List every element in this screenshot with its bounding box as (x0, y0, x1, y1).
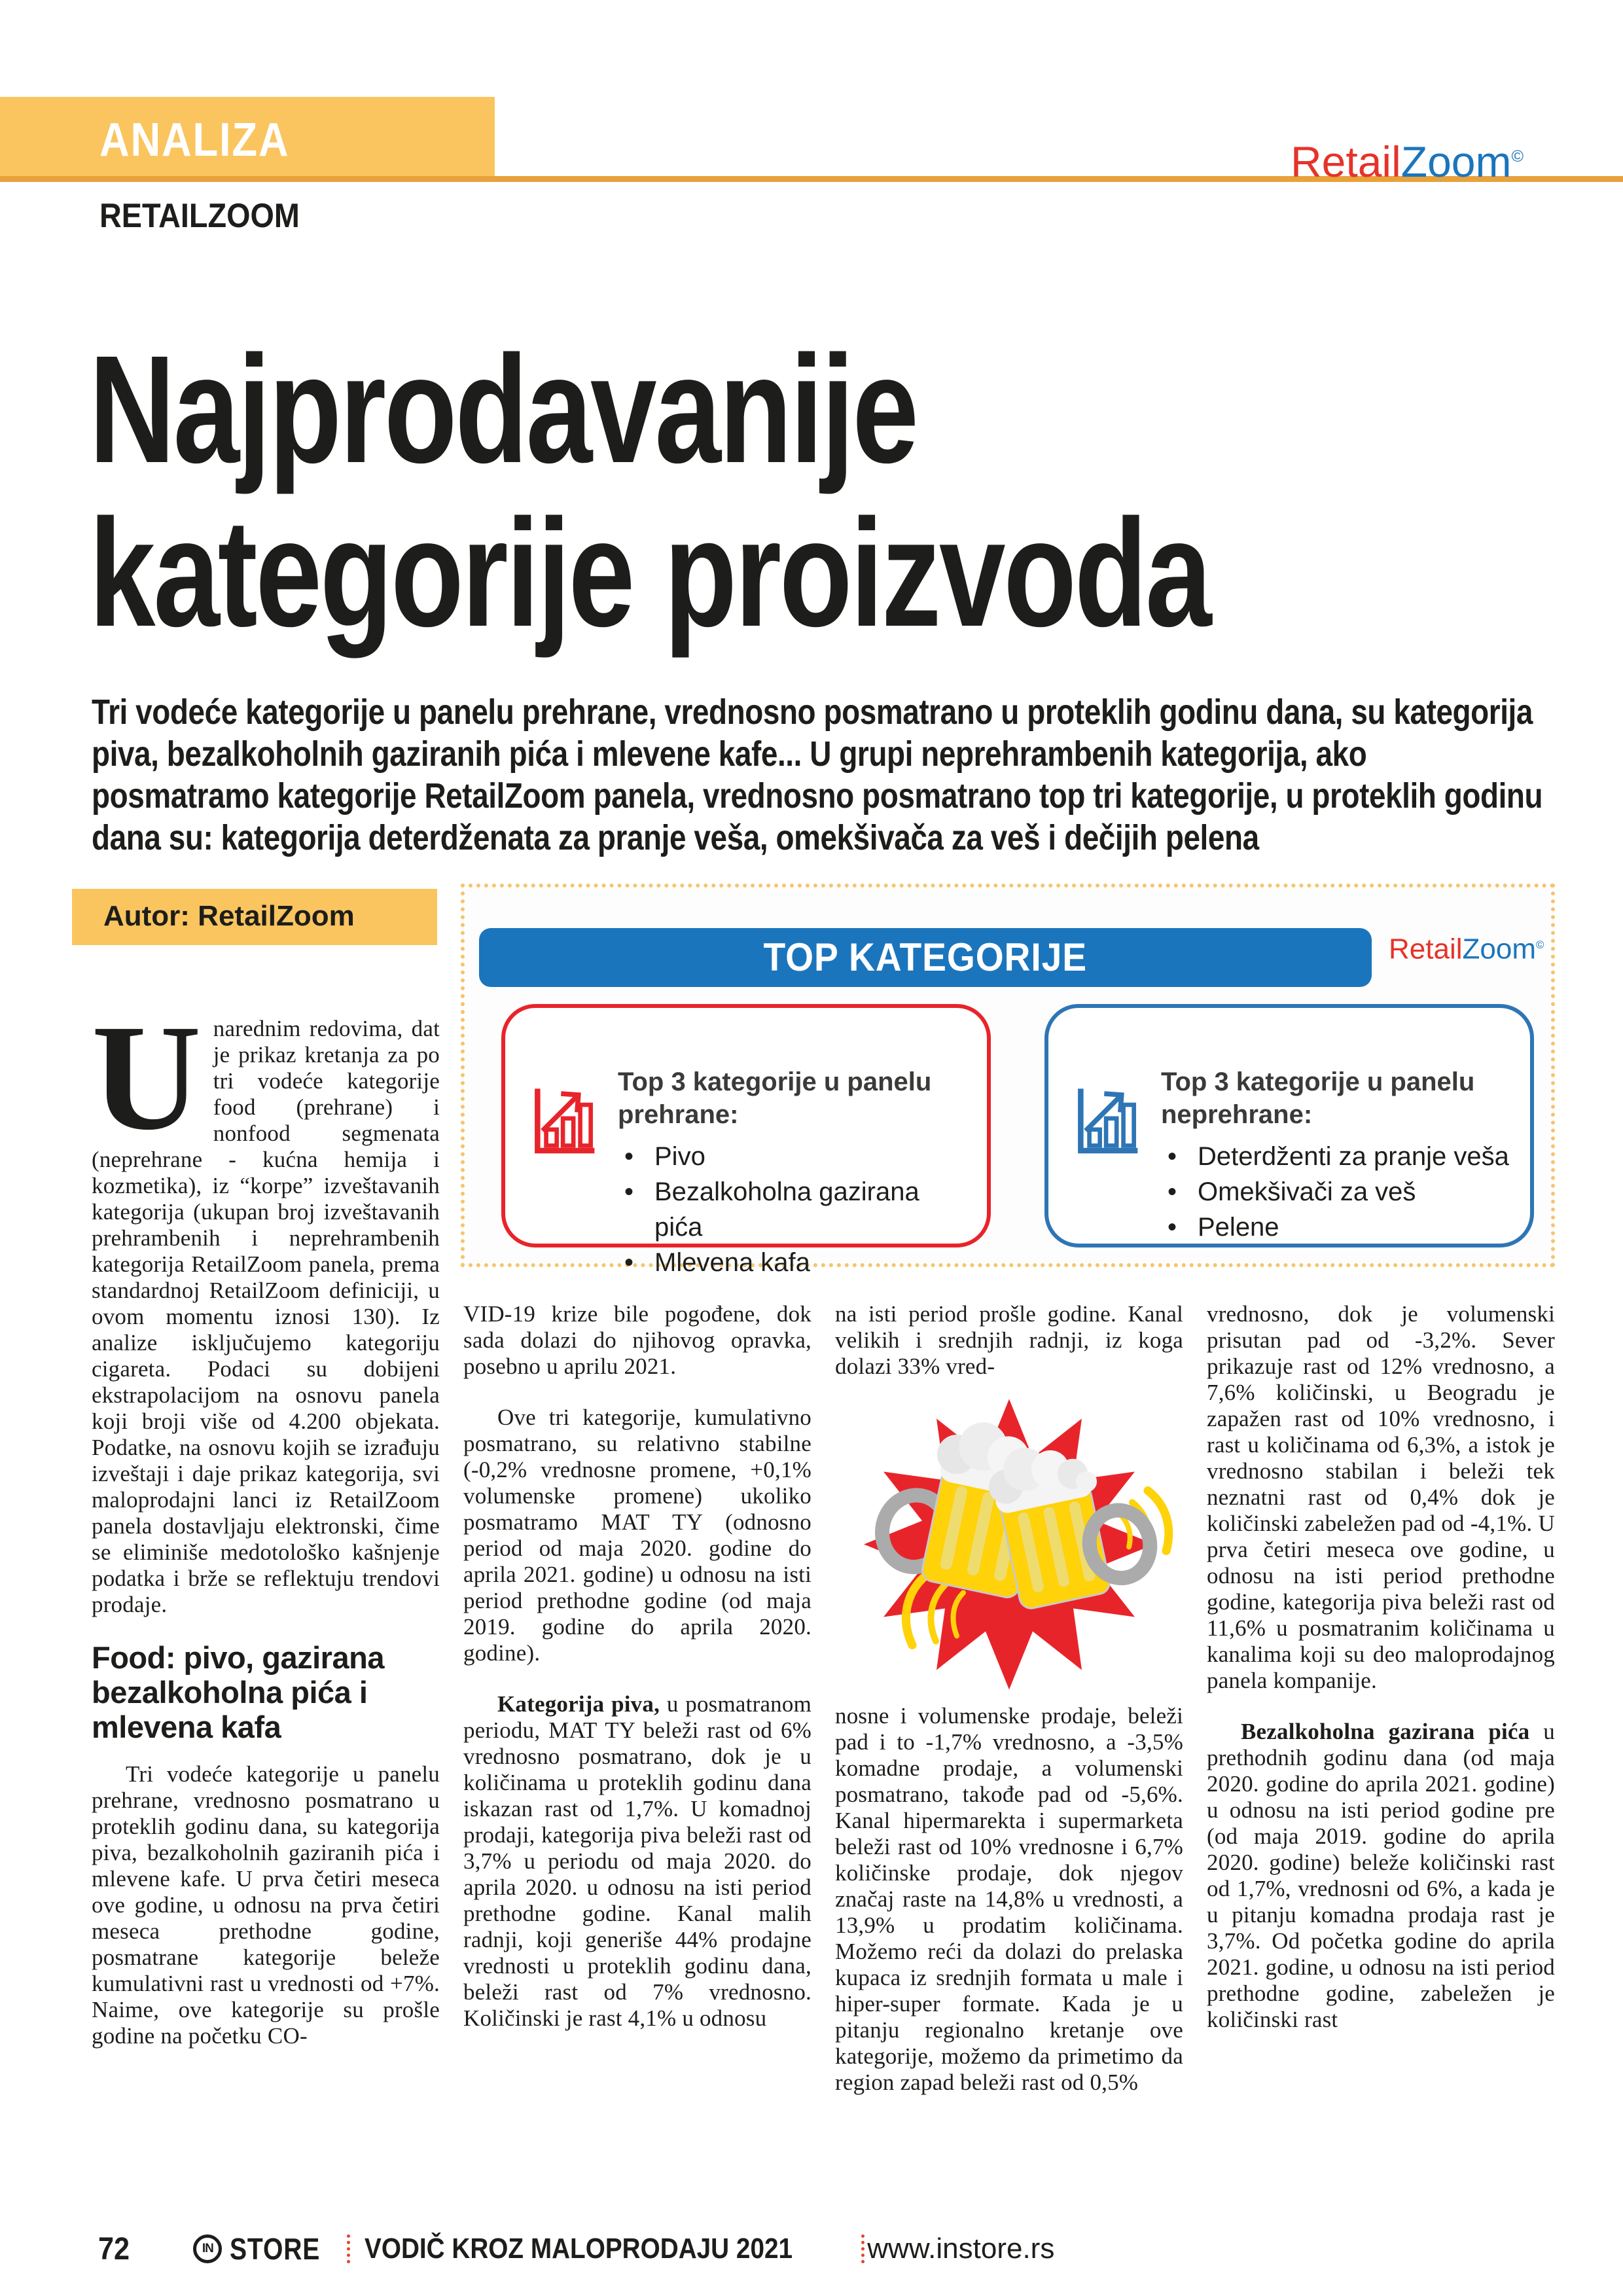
page-number: 72 (98, 2231, 130, 2267)
list-item: • Deterdženti za pranje veša (1161, 1139, 1516, 1174)
retailzoom-logo (1291, 135, 1524, 186)
kicker-banner (0, 97, 495, 182)
infobox-retailzoom-logo (1389, 931, 1544, 964)
paragraph: Kategorija piva, u posmatranom periodu, MAT TY beleži rast od 6% vrednosno posmatrano, dok je u količinama u proteklih godinu dana iskazan rast od 1,7%. U komadnoj prodaji, kategorija piva beleži rast od 3,7% u periodu od maja 2020. do aprila 2020. u odnosu na isti period prethodne godine. Kanal malih radnji, koji generiše 44% prodajne vrednosti u proteklih godinu dana, beleži rast od 7% vrednosno. Količinski je rast 4,1% u odnosu (463, 1691, 812, 2031)
list-item: • Bezalkoholna gazirana pića (618, 1174, 972, 1245)
paragraph: Ove tri kategorije, kumulativno posmatrano, su relativno stabilne (-0,2% vrednosne promene, +0,1% volumenske promene) ukoliko posmatramo MAT TY (odnosno period od maja 2020. godine do aprila 2021. godine) u odnosu na isti period prethodne godine (od maja 2019. godine do aprila 2020. godine). (463, 1405, 812, 1666)
in-circle-icon: IN (193, 2234, 222, 2263)
run-in-lead: Bezalkoholna gazirana pića (1241, 1719, 1530, 1744)
logo-retail: Retail (1389, 933, 1463, 965)
headline-line-1: Najprodavanije (89, 323, 917, 495)
article-column-3-bottom (835, 1703, 1183, 2217)
paragraph: na isti period prošle godine. Kanal velikih i srednjih radnji, iz koga dolazi 33% vred- (835, 1301, 1183, 1379)
copyright-mark: © (1511, 147, 1524, 166)
footer-site: www.instore.rs (867, 2233, 1055, 2265)
paragraph: Bezalkoholna gazirana pića u prethodnih godinu dana (od maja 2020. godine do aprila 2021. godine) u odnosu na isti period godine pre (od maja 2019. godine do aprila 2020. godine) beleže količinski rast od 1,7%, vrednosni od 6%, a kada je u pitanju komadna prodaja rast je 3,7%. Od početka godine do aprila 2021. godine, u odnosu na isti period prethodne godine, zabeležen je količinski rast (1207, 1719, 1555, 2032)
list-item: • Mlevena kafa (618, 1245, 972, 1280)
article-column-2 (463, 1301, 812, 2217)
top-categories-header (479, 928, 1372, 987)
author-box (72, 889, 437, 945)
panel-heading: Top 3 kategorije u panelu neprehrane: (1161, 1067, 1475, 1129)
headline (89, 323, 1526, 658)
footer-guide: VODIČ KROZ MALOPRODAJU 2021 (365, 2233, 793, 2265)
magazine-name: STORE (230, 2232, 321, 2266)
panel-heading: Top 3 kategorije u panelu prehrane: (618, 1067, 932, 1129)
beer-mugs-illustration (826, 1386, 1192, 1699)
article-column-4 (1207, 1301, 1555, 2217)
paragraph: Unarednim redovima, dat je prikaz kretanja za po tri vodeće kategorije food (prehrane) i nonfood segmenata (neprehrane - kućna hemija i kozmetika), iz “korpe” izveštavanih kategorija (ukupan broj izveštavanih prehrambenih i neprehrambenih kategorija RetailZoom panela, prema standardnoj RetailZoom definiciji, u ovom momentu iznosi 130). Iz analize isključujemo kategoriju cigareta. Podaci su dobijeni ekstrapolacijom na osnovu panela koji broji više od 4.200 objekata. Podatke, na osnovu kojih se izrađuju izveštaji i daje prikaz kategorija, svi maloprodajni lanci iz RetailZoom panela dostavljaju elektronski, čime se eliminiše medotološko kašnjenje podatka i brže se reflektuju trendovi prodaje. (92, 1016, 440, 1617)
standfirst: Tri vodeće kategorije u panelu prehrane, vrednosno posmatrano u proteklih godinu dana, su kategorija piva, bezalkoholnih gaziranih pića i mlevene kafe... U grupi neprehrambenih kategorija, ako posmatramo kategorije RetailZoom panela, vrednosno posmatrano top tri kategorije, u proteklih godinu dana su: kategorija deterdženata za pranje veša, omekšivača za veš i dečijih pelena (92, 692, 1543, 857)
growth-chart-icon (1073, 1085, 1141, 1158)
logo-zoom: Zoom (1400, 137, 1512, 186)
list-item: • Pivo (618, 1139, 972, 1174)
article-column-1 (92, 1016, 440, 2214)
section-label: RETAILZOOM (99, 197, 300, 235)
food-subheading: Food: pivo, gazirana bezalkoholna pića i mlevena kafa (92, 1640, 384, 1744)
paragraph: vrednosno, dok je volumenski prisutan pad od -3,2%. Sever prikazuje rast od 12% vrednosno, a 7,6% količinski, u Beogradu je zapažen rast od 10% vrednosno, i rast u količinama od 6,3%, a istok je vrednosno stabilan i beleži tek neznatni rast od 0,4% dok je količinski zabeležen pad od -4,1%. U prva četiri meseca ove godine, u odnosu na isti period prethodne godine, kategorija piva beleži rast od 11,6% u posmatranim količinama u kanalima koji su deo maloprodajnog panela kompanije. (1207, 1301, 1555, 1693)
copyright-mark: © (1535, 939, 1544, 951)
panel-list (1161, 1139, 1516, 1245)
drop-cap: U (92, 1016, 202, 1162)
list-item: • Pelene (1161, 1210, 1516, 1245)
food-panel (501, 1004, 991, 1277)
top-categories-title: TOP KATEGORIJE (763, 935, 1088, 979)
article-column-3-top (835, 1301, 1183, 1393)
top-categories-box (461, 884, 1555, 1277)
paragraph: nosne i volumenske prodaje, beleži pad i to -1,7% vrednosno, a -3,5% komadne prodaje, a volumenski posmatrano, takođe pad od -5,6%. Kanal hipermarekta i supermarketa beleži rast od 10% vrednosne i 6,7% količinske prodaje, dok njegov značaj raste na 14,8% u vrednosti, a 13,9% u prodatim količinama. Možemo reći da dolazi do prelaska kupaca iz srednjih formata u male i hiper-super formate. Kada je u pitanju regionalno kretanje ove kategorije, možemo da primetimo da region zapad beleži rast od 0,5% (835, 1703, 1183, 2095)
logo-retail: Retail (1291, 137, 1401, 186)
author-label: Autor: RetailZoom (103, 900, 355, 932)
footer (98, 2231, 1054, 2267)
instore-logo (193, 2231, 336, 2267)
growth-chart-icon (530, 1085, 598, 1158)
footer-separator (861, 2234, 865, 2263)
headline-line-2: kategorije proizvoda (89, 487, 1210, 658)
nonfood-panel (1044, 1004, 1534, 1247)
run-in-lead: Kategorija piva, (497, 1691, 660, 1717)
kicker-label: ANALIZA (99, 114, 290, 166)
footer-separator (347, 2234, 350, 2263)
paragraph: Tri vodeće kategorije u panelu prehrane, vrednosno posmatrano u proteklih godinu dana, su kategorija piva, bezalkoholnih gaziranih pića i mlevene kafe. U prva četiri meseca ove godine, u odnosu na prva četiri meseca prethodne godine, posmatrane kategorije beleže kumulativni rast u vrednosti od +7%. Naime, ove kategorije su prošle godine na početku CO- (92, 1761, 440, 2049)
logo-zoom: Zoom (1462, 933, 1536, 965)
panel-list (618, 1139, 972, 1280)
list-item: • Omekšivači za veš (1161, 1174, 1516, 1210)
paragraph: VID-19 krize bile pogođene, dok sada dolazi do njihovog opravka, posebno u aprilu 2021. (463, 1301, 812, 1379)
